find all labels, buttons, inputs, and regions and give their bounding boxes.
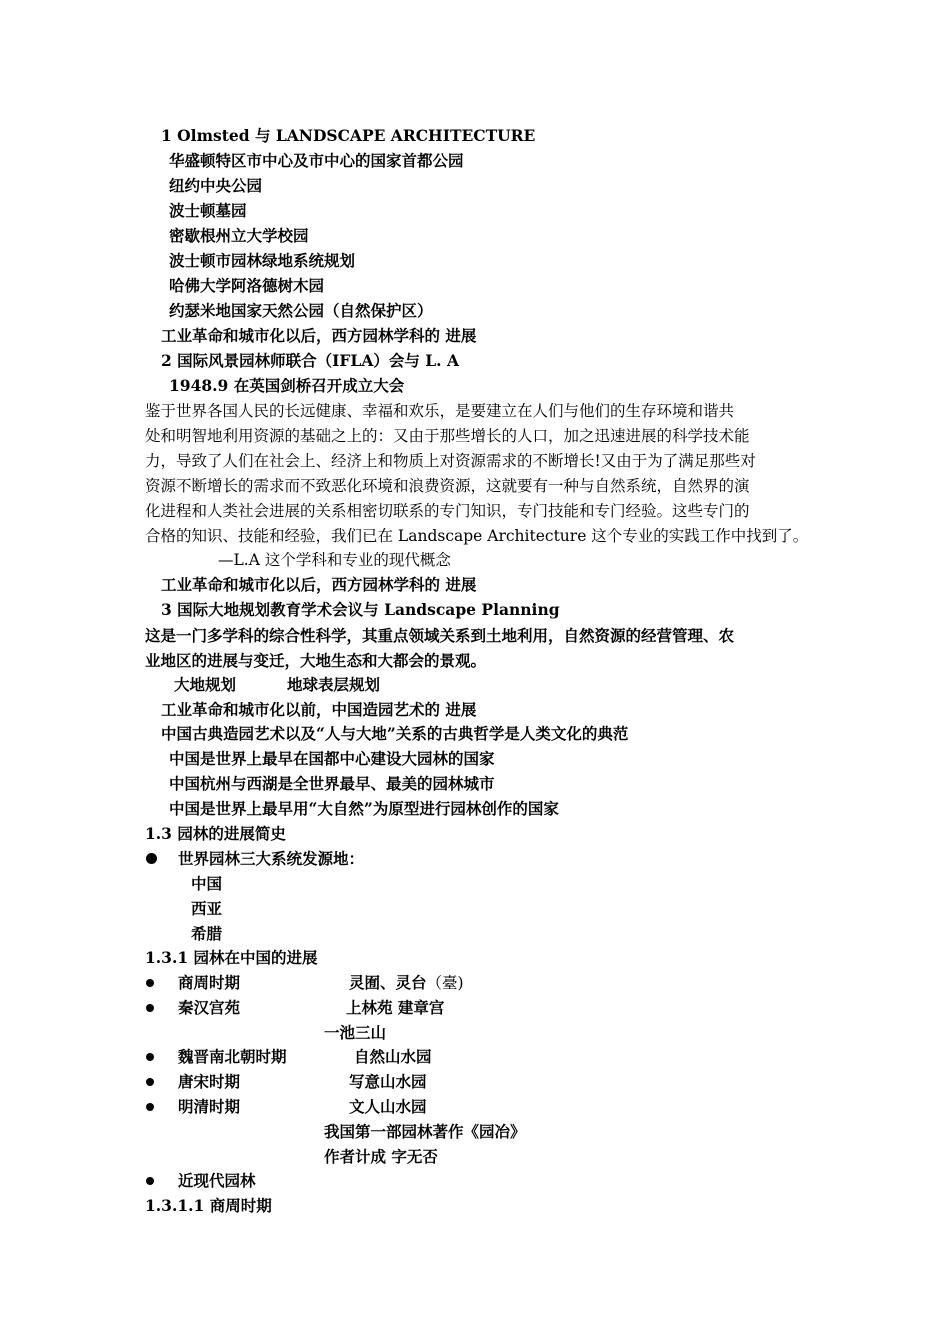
term-land-planning: 大地规划 <box>174 675 237 694</box>
bullet-icon <box>146 979 154 987</box>
period-wei-jin: 魏晋南北朝时期 <box>178 1047 287 1066</box>
period-wei-jin-desc: 自然山水园 <box>354 1047 432 1066</box>
quote-line-6: 合格的知识、技能和经验，我们已在 Landscape Architecture 这个专业的实践工作中找到了。 <box>145 527 809 545</box>
quote-line-2: 处和明智地利用资源的基础之上的：又由于那些增长的人口，加之迅速进展的科学技术能 <box>145 427 750 445</box>
olmsted-work-6: 哈佛大学阿洛德树木园 <box>169 276 325 295</box>
quote-attribution: —L.A 这个学科和专业的现代概念 <box>218 551 451 569</box>
quote-line-1: 鉴于世界各国人民的长远健康、幸福和欢乐，是要建立在人们与他们的生存环境和谐共 <box>145 402 735 420</box>
period-qin-han: 秦汉宫苑 <box>178 998 241 1017</box>
period-shang-zhou-desc <box>349 972 464 994</box>
section-1-heading: 1 Olmsted 与 LANDSCAPE ARCHITECTURE <box>161 126 536 145</box>
section-2-trend: 工业革命和城市化以后，西方园林学科的 进展 <box>161 575 477 594</box>
bullet-icon <box>146 1004 154 1012</box>
section-3-trend: 工业革命和城市化以前，中国造园艺术的 进展 <box>161 700 477 719</box>
olmsted-work-2: 纽约中央公园 <box>169 176 263 195</box>
ifla-founding: 1948.9 在英国剑桥召开成立大会 <box>169 376 405 395</box>
sub-heading-shang-zhou: 1.3.1.1 商周时期 <box>145 1196 272 1215</box>
period-ming-qing-desc: 文人山水园 <box>349 1097 427 1116</box>
section-2-heading: 2 国际风景园林师联合（IFLA）会与 L. A <box>161 351 459 370</box>
china-fact-3: 中国是世界上最早用“大自然”为原型进行园林创作的国家 <box>169 799 559 818</box>
bullet-icon <box>146 1177 154 1185</box>
origin-greece: 希腊 <box>191 924 223 943</box>
bullet-icon <box>146 853 157 864</box>
china-fact-1: 中国是世界上最早在国都中心建设大园林的国家 <box>169 749 495 768</box>
quote-line-5: 化进程和人类社会进展的关系相密切联系的专门知识，专门技能和专门经验。这些专门的 <box>145 502 750 520</box>
section-3-heading: 3 国际大地规划教育学术会议与 Landscape Planning <box>161 600 560 619</box>
section-1-trend: 工业革命和城市化以后，西方园林学科的 进展 <box>161 326 477 345</box>
description-line-2: 业地区的进展与变迁，大地生态和大都会的景观。 <box>145 651 487 670</box>
olmsted-work-3: 波士顿墓园 <box>169 201 247 220</box>
china-heading: 1.3.1 园林在中国的进展 <box>145 948 318 967</box>
origin-west-asia: 西亚 <box>191 899 223 918</box>
olmsted-work-1: 华盛顿特区市中心及市中心的国家首都公园 <box>169 151 464 170</box>
period-shang-zhou-desc-note: （臺) <box>426 974 464 992</box>
olmsted-work-4: 密歇根州立大学校园 <box>169 226 309 245</box>
period-modern: 近现代园林 <box>178 1171 256 1190</box>
origin-china: 中国 <box>191 874 223 893</box>
ming-qing-extra-1: 我国第一部园林著作《园冶》 <box>324 1122 526 1141</box>
period-tang-song: 唐宋时期 <box>178 1072 241 1091</box>
period-shang-zhou: 商周时期 <box>178 973 241 992</box>
china-fact-2: 中国杭州与西湖是全世界最早、最美的园林城市 <box>169 774 495 793</box>
period-ming-qing: 明清时期 <box>178 1097 241 1116</box>
landscape-planning-description <box>145 623 810 673</box>
bullet-icon <box>146 1053 154 1061</box>
description-line-1: 这是一门多学科的综合性科学，其重点领域关系到土地利用，自然资源的经营管理、农 <box>145 626 735 645</box>
bullet-icon <box>146 1078 154 1086</box>
bullet-icon <box>146 1103 154 1111</box>
qin-han-extra: 一池三山 <box>324 1023 387 1042</box>
quote-line-3: 力，导致了人们在社会上、经济上和物质上对资源需求的不断增长!又由于为了满足那些对 <box>145 452 756 470</box>
history-heading: 1.3 园林的进展简史 <box>145 824 286 843</box>
olmsted-work-5: 波士顿市园林绿地系统规划 <box>169 251 356 270</box>
ifla-quote <box>145 399 810 549</box>
period-shang-zhou-desc-main: 灵囿、灵台 <box>349 973 427 992</box>
origins-label: 世界园林三大系统发源地： <box>178 849 365 868</box>
ming-qing-extra-2: 作者计成 字无否 <box>324 1147 438 1166</box>
quote-line-4: 资源不断增长的需求而不致恶化环境和浪费资源，这就要有一种与自然系统，自然界的演 <box>145 477 750 495</box>
classic-philosophy: 中国古典造园艺术以及“人与大地”关系的古典哲学是人类文化的典范 <box>161 724 629 743</box>
olmsted-work-7: 约瑟米地国家天然公园（自然保护区） <box>169 301 433 320</box>
term-earth-surface-planning: 地球表层规划 <box>287 675 381 694</box>
period-tang-song-desc: 写意山水园 <box>349 1072 427 1091</box>
period-qin-han-desc: 上林苑 建章宫 <box>346 998 445 1017</box>
